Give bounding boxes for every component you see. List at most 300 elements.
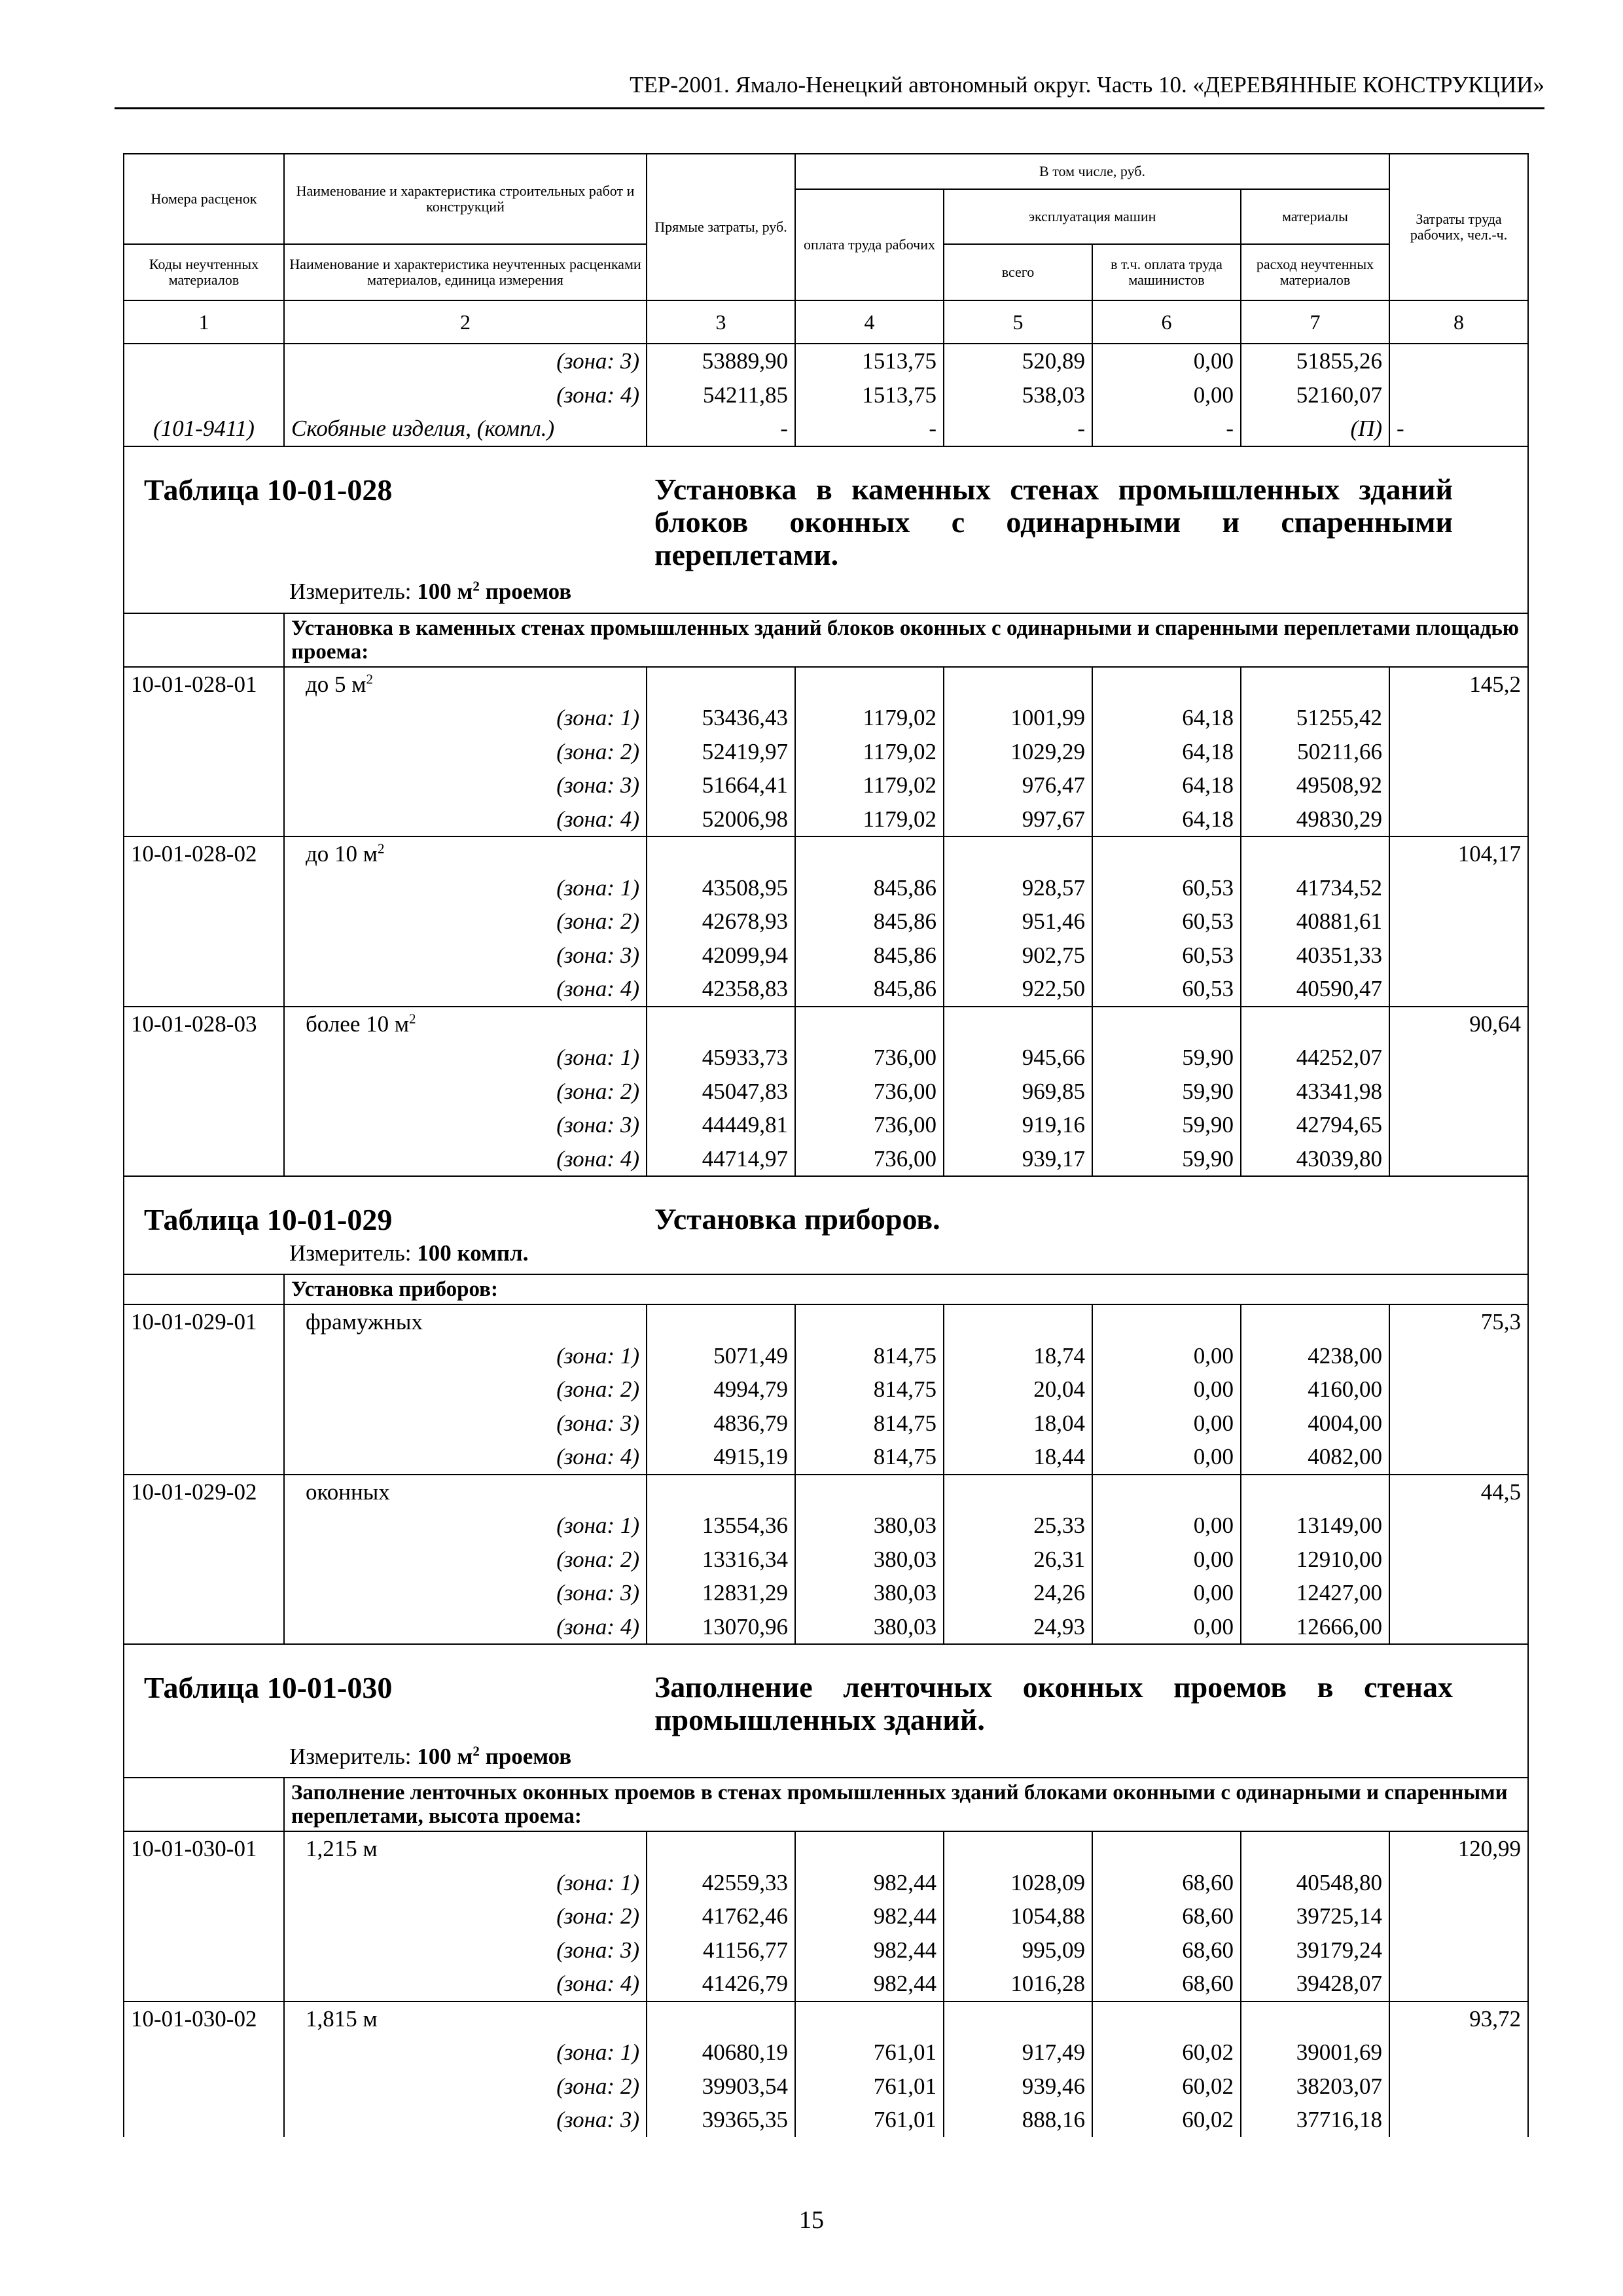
code-cell: [124, 1610, 284, 1645]
column-number: 3: [647, 300, 795, 344]
value-cell: [1241, 2001, 1389, 2036]
value-cell: [944, 1475, 1092, 1509]
labor-cell: [1389, 1075, 1528, 1109]
code-cell: [124, 972, 284, 1007]
value-cell: [647, 1475, 795, 1509]
zone-label: (зона: 4): [284, 1440, 647, 1475]
value-cell: 4082,00: [1241, 1440, 1389, 1475]
labor-value: 104,17: [1389, 836, 1528, 871]
value-cell: 51855,26: [1241, 344, 1389, 378]
zone-row: [124, 344, 1528, 378]
value-cell: 40590,47: [1241, 972, 1389, 1007]
column-number: 5: [944, 300, 1092, 344]
zone-label: (зона: 3): [284, 939, 647, 973]
value-cell: 12427,00: [1241, 1576, 1389, 1610]
value-cell: [795, 1475, 944, 1509]
code-cell: [124, 701, 284, 735]
value-cell: 45047,83: [647, 1075, 795, 1109]
item-name: [284, 1475, 647, 1509]
item-header-row: [124, 1007, 1528, 1041]
value-cell: [647, 667, 795, 702]
value-cell: 60,53: [1092, 905, 1241, 939]
col3-header: Прямые затраты, руб.: [647, 154, 795, 300]
section-label: Таблица 10-01-029: [144, 1203, 393, 1236]
value-cell: 53889,90: [647, 344, 795, 378]
item-code: 10-01-028-02: [124, 836, 284, 871]
item-code: 10-01-030-01: [124, 1831, 284, 1866]
superscript: 2: [366, 670, 373, 687]
value-cell: 59,90: [1092, 1142, 1241, 1177]
zone-label: (зона: 3): [284, 1933, 647, 1967]
value-cell: 18,74: [944, 1339, 1092, 1373]
item-code: 10-01-029-02: [124, 1475, 284, 1509]
column-number: 8: [1389, 300, 1528, 344]
value-cell: 922,50: [944, 972, 1092, 1007]
value-cell: 1001,99: [944, 701, 1092, 735]
zone-label: (зона: 1): [284, 701, 647, 735]
column-number: 6: [1092, 300, 1241, 344]
value-cell: [1241, 836, 1389, 871]
code-cell: [124, 2036, 284, 2070]
value-cell: 44252,07: [1241, 1041, 1389, 1075]
value-cell: 68,60: [1092, 1967, 1241, 2001]
code-cell: [124, 1075, 284, 1109]
value-cell: 736,00: [795, 1108, 944, 1142]
zone-row: [124, 1899, 1528, 1933]
superscript: 2: [473, 578, 480, 594]
zone-label: (зона: 1): [284, 871, 647, 905]
value-cell: 814,75: [795, 1440, 944, 1475]
value-cell: [944, 1831, 1092, 1866]
value-cell: 380,03: [795, 1610, 944, 1645]
zone-row: [124, 802, 1528, 837]
value-cell: 845,86: [795, 939, 944, 973]
labor-cell: [1389, 344, 1528, 378]
code-cell: [124, 1339, 284, 1373]
labor-cell: [1389, 378, 1528, 412]
value-cell: 928,57: [944, 871, 1092, 905]
zone-row: [124, 1866, 1528, 1900]
labor-cell: [1389, 1866, 1528, 1900]
labor-cell: [1389, 1967, 1528, 2001]
item-code: 10-01-029-01: [124, 1304, 284, 1339]
zone-label: (зона: 4): [284, 1610, 647, 1645]
value-cell: 26,31: [944, 1543, 1092, 1577]
value-cell: 39179,24: [1241, 1933, 1389, 1967]
description-row: [124, 1778, 1528, 1831]
code-cell: [124, 1509, 284, 1543]
section-unit: [289, 1740, 571, 1774]
zone-row: [124, 939, 1528, 973]
item-header-row: [124, 667, 1528, 702]
value-cell: 951,46: [944, 905, 1092, 939]
unit-label: Измеритель:: [289, 579, 412, 604]
value-cell: 13316,34: [647, 1543, 795, 1577]
including-header: В том числе, руб.: [795, 154, 1389, 189]
item-name: [284, 1831, 647, 1866]
value-cell: -: [795, 412, 944, 446]
zone-label: (зона: 1): [284, 1866, 647, 1900]
code-cell: [124, 2103, 284, 2137]
zone-row: [124, 1108, 1528, 1142]
labor-cell: [1389, 2070, 1528, 2104]
col5-header: всего: [944, 244, 1092, 300]
section-header-row: [124, 1176, 1528, 1274]
section-title: Установка в каменных стенах промышленных зданий блоков оконных с одинарными и спаренными переплетами.: [654, 472, 1453, 571]
value-cell: 976,47: [944, 768, 1092, 802]
value-cell: [647, 1831, 795, 1866]
zone-label: (зона: 2): [284, 1899, 647, 1933]
value-cell: 520,89: [944, 344, 1092, 378]
material-row: [124, 412, 1528, 446]
section-description: Заполнение ленточных оконных проемов в стенах промышленных зданий блоками оконными с одинарными и спаренными переплетами, высота проема:: [284, 1778, 1528, 1831]
value-cell: 4994,79: [647, 1372, 795, 1407]
labor-value: 44,5: [1389, 1475, 1528, 1509]
value-cell: [1241, 1007, 1389, 1041]
col7-header: расход неучтенных материалов: [1241, 244, 1389, 300]
labor-cell: [1389, 1933, 1528, 1967]
zone-row: [124, 1576, 1528, 1610]
material-name: Скобяные изделия, (компл.): [284, 412, 647, 446]
labor-cell: [1389, 1407, 1528, 1441]
value-cell: 43039,80: [1241, 1142, 1389, 1177]
value-cell: 1179,02: [795, 802, 944, 837]
item-code: 10-01-030-02: [124, 2001, 284, 2036]
value-cell: [1241, 1304, 1389, 1339]
value-cell: 68,60: [1092, 1933, 1241, 1967]
unit-tail: проемов: [485, 1743, 572, 1769]
value-cell: 40680,19: [647, 2036, 795, 2070]
superscript: 2: [409, 1010, 416, 1026]
zone-row: [124, 1339, 1528, 1373]
value-cell: [944, 1007, 1092, 1041]
value-cell: 13554,36: [647, 1509, 795, 1543]
value-cell: -: [1092, 412, 1241, 446]
section-header-row: [124, 446, 1528, 613]
unit-tail: проемов: [485, 579, 572, 604]
value-cell: 43508,95: [647, 871, 795, 905]
value-cell: -: [647, 412, 795, 446]
page-number: 15: [799, 2206, 824, 2234]
value-cell: 41426,79: [647, 1967, 795, 2001]
value-cell: 12910,00: [1241, 1543, 1389, 1577]
value-cell: 12831,29: [647, 1576, 795, 1610]
value-cell: 60,02: [1092, 2070, 1241, 2104]
value-cell: [1241, 667, 1389, 702]
zone-row: [124, 1142, 1528, 1177]
section-unit: [289, 575, 571, 609]
zone-label: (зона: 3): [284, 344, 647, 378]
value-cell: 888,16: [944, 2103, 1092, 2137]
labor-cell: [1389, 1142, 1528, 1177]
value-cell: 42794,65: [1241, 1108, 1389, 1142]
labor-cell: [1389, 972, 1528, 1007]
code-cell: [124, 871, 284, 905]
value-cell: 945,66: [944, 1041, 1092, 1075]
section-title: Заполнение ленточных оконных проемов в стенах промышленных зданий.: [654, 1670, 1453, 1736]
value-cell: 845,86: [795, 871, 944, 905]
unit-label: Измеритель:: [289, 1240, 412, 1266]
code-cell: [124, 768, 284, 802]
value-cell: [1092, 1831, 1241, 1866]
item-name-text: до 10 м: [306, 841, 378, 867]
value-cell: 42358,83: [647, 972, 795, 1007]
zone-label: (зона: 4): [284, 1142, 647, 1177]
table-header: [124, 154, 1528, 344]
value-cell: 60,53: [1092, 939, 1241, 973]
item-name: [284, 836, 647, 871]
col1-bottom-header: Коды неучтенных материалов: [124, 244, 284, 300]
value-cell: 1054,88: [944, 1899, 1092, 1933]
unit-value: [417, 1744, 571, 1769]
value-cell: 4160,00: [1241, 1372, 1389, 1407]
value-cell: 917,49: [944, 2036, 1092, 2070]
value-cell: [1092, 667, 1241, 702]
value-cell: 761,01: [795, 2070, 944, 2104]
value-cell: 40881,61: [1241, 905, 1389, 939]
value-cell: 59,90: [1092, 1108, 1241, 1142]
zone-label: (зона: 2): [284, 1075, 647, 1109]
description-row: [124, 1274, 1528, 1304]
value-cell: 42559,33: [647, 1866, 795, 1900]
labor-cell: [1389, 735, 1528, 769]
value-cell: 1179,02: [795, 768, 944, 802]
value-cell: 45933,73: [647, 1041, 795, 1075]
item-name: [284, 1007, 647, 1041]
value-cell: 41734,52: [1241, 871, 1389, 905]
value-cell: 37716,18: [1241, 2103, 1389, 2137]
value-cell: [647, 2001, 795, 2036]
zone-label: (зона: 1): [284, 2036, 647, 2070]
value-cell: 939,46: [944, 2070, 1092, 2104]
value-cell: 0,00: [1092, 344, 1241, 378]
value-cell: 0,00: [1092, 1509, 1241, 1543]
value-cell: 0,00: [1092, 1610, 1241, 1645]
value-cell: 12666,00: [1241, 1610, 1389, 1645]
labor-cell: [1389, 1108, 1528, 1142]
value-cell: 44449,81: [647, 1108, 795, 1142]
code-cell: [124, 1274, 284, 1304]
value-cell: 0,00: [1092, 1372, 1241, 1407]
code-cell: [124, 1440, 284, 1475]
item-name: [284, 667, 647, 702]
labor-value: 75,3: [1389, 1304, 1528, 1339]
code-cell: [124, 1866, 284, 1900]
value-cell: 64,18: [1092, 701, 1241, 735]
labor-cell: [1389, 1543, 1528, 1577]
value-cell: 919,16: [944, 1108, 1092, 1142]
value-cell: 5071,49: [647, 1339, 795, 1373]
value-cell: 52419,97: [647, 735, 795, 769]
zone-row: [124, 1407, 1528, 1441]
value-cell: 761,01: [795, 2103, 944, 2137]
section-header: [124, 1644, 1528, 1778]
code-cell: [124, 1543, 284, 1577]
zone-row: [124, 1610, 1528, 1645]
labor-cell: -: [1389, 412, 1528, 446]
section-title: Установка приборов.: [654, 1202, 940, 1236]
zone-row: [124, 378, 1528, 412]
zone-label: (зона: 4): [284, 802, 647, 837]
value-cell: 4915,19: [647, 1440, 795, 1475]
value-cell: 40351,33: [1241, 939, 1389, 973]
value-cell: (П): [1241, 412, 1389, 446]
value-cell: 64,18: [1092, 768, 1241, 802]
code-cell: [124, 1142, 284, 1177]
value-cell: 64,18: [1092, 802, 1241, 837]
value-cell: 736,00: [795, 1075, 944, 1109]
value-cell: 38203,07: [1241, 2070, 1389, 2104]
zone-label: (зона: 3): [284, 1108, 647, 1142]
value-cell: 18,04: [944, 1407, 1092, 1441]
value-cell: 939,17: [944, 1142, 1092, 1177]
value-cell: 13149,00: [1241, 1509, 1389, 1543]
zone-row: [124, 701, 1528, 735]
zone-row: [124, 1075, 1528, 1109]
value-cell: 41156,77: [647, 1933, 795, 1967]
table-body: [124, 344, 1528, 2137]
labor-cell: [1389, 1041, 1528, 1075]
item-header-row: [124, 1475, 1528, 1509]
unit-value-text: 100 компл.: [417, 1240, 529, 1266]
labor-cell: [1389, 1339, 1528, 1373]
value-cell: 4836,79: [647, 1407, 795, 1441]
value-cell: 53436,43: [647, 701, 795, 735]
value-cell: 49830,29: [1241, 802, 1389, 837]
value-cell: [1241, 1475, 1389, 1509]
item-header-row: [124, 1304, 1528, 1339]
materials-header: материалы: [1241, 189, 1389, 244]
code-cell: [124, 1108, 284, 1142]
section-description: Установка в каменных стенах промышленных зданий блоков оконных с одинарными и спаренными переплетами площадью проема:: [284, 613, 1528, 667]
value-cell: 845,86: [795, 905, 944, 939]
zone-label: (зона: 4): [284, 972, 647, 1007]
labor-cell: [1389, 905, 1528, 939]
value-cell: 60,02: [1092, 2036, 1241, 2070]
labor-value: 90,64: [1389, 1007, 1528, 1041]
col2-bottom-header: Наименование и характеристика неучтенных расценками материалов, единица измерения: [284, 244, 647, 300]
value-cell: 59,90: [1092, 1041, 1241, 1075]
labor-cell: [1389, 871, 1528, 905]
section-label: Таблица 10-01-028: [144, 473, 393, 507]
code-cell: [124, 344, 284, 378]
value-cell: 39001,69: [1241, 2036, 1389, 2070]
value-cell: 814,75: [795, 1407, 944, 1441]
value-cell: 380,03: [795, 1543, 944, 1577]
value-cell: [944, 1304, 1092, 1339]
code-cell: [124, 1778, 284, 1831]
labor-cell: [1389, 1576, 1528, 1610]
value-cell: [944, 667, 1092, 702]
zone-label: (зона: 2): [284, 1372, 647, 1407]
zone-label: (зона: 1): [284, 1509, 647, 1543]
code-cell: [124, 905, 284, 939]
value-cell: [944, 2001, 1092, 2036]
zone-label: (зона: 1): [284, 1041, 647, 1075]
value-cell: [1092, 1475, 1241, 1509]
code-cell: [124, 1967, 284, 2001]
value-cell: 25,33: [944, 1509, 1092, 1543]
item-code: 10-01-028-01: [124, 667, 284, 702]
value-cell: 68,60: [1092, 1899, 1241, 1933]
page-header-text: ТЕР-2001. Ямало-Ненецкий автономный округ. Часть 10. «ДЕРЕВЯННЫЕ КОНСТРУКЦИИ»: [630, 72, 1544, 98]
item-header-row: [124, 1831, 1528, 1866]
value-cell: 52006,98: [647, 802, 795, 837]
value-cell: 0,00: [1092, 378, 1241, 412]
value-cell: [795, 1304, 944, 1339]
column-number: 1: [124, 300, 284, 344]
col8-header: Затраты труда рабочих, чел.-ч.: [1389, 154, 1528, 300]
value-cell: 1179,02: [795, 735, 944, 769]
value-cell: 1179,02: [795, 701, 944, 735]
section-header: [124, 446, 1528, 613]
value-cell: 1028,09: [944, 1866, 1092, 1900]
column-numbers-row: [124, 300, 1528, 344]
col2-top-header: Наименование и характеристика строительных работ и конструкций: [284, 154, 647, 244]
value-cell: 41762,46: [647, 1899, 795, 1933]
col1-top-header: Номера расценок: [124, 154, 284, 244]
unit-value-text: 100 м: [417, 1743, 473, 1769]
zone-label: (зона: 4): [284, 378, 647, 412]
code-cell: [124, 1041, 284, 1075]
value-cell: 4238,00: [1241, 1339, 1389, 1373]
item-name: [284, 1304, 647, 1339]
price-table: [123, 153, 1529, 2137]
section-header-row: [124, 1644, 1528, 1778]
zone-label: (зона: 3): [284, 2103, 647, 2137]
zone-row: [124, 972, 1528, 1007]
zone-label: (зона: 3): [284, 1576, 647, 1610]
value-cell: 538,03: [944, 378, 1092, 412]
code-cell: [124, 1576, 284, 1610]
value-cell: 40548,80: [1241, 1866, 1389, 1900]
value-cell: [647, 1304, 795, 1339]
zone-label: (зона: 4): [284, 1967, 647, 2001]
labor-value: 120,99: [1389, 1831, 1528, 1866]
labor-cell: [1389, 2103, 1528, 2137]
zone-row: [124, 1543, 1528, 1577]
zone-row: [124, 735, 1528, 769]
value-cell: 814,75: [795, 1372, 944, 1407]
item-name-text: более 10 м: [306, 1011, 410, 1037]
value-cell: [1092, 1304, 1241, 1339]
labor-cell: [1389, 939, 1528, 973]
item-name-text: фрамужных: [306, 1309, 423, 1335]
labor-cell: [1389, 1372, 1528, 1407]
value-cell: 0,00: [1092, 1543, 1241, 1577]
value-cell: 814,75: [795, 1339, 944, 1373]
code-cell: [124, 2070, 284, 2104]
value-cell: [1092, 836, 1241, 871]
value-cell: 39428,07: [1241, 1967, 1389, 2001]
col6-header: в т.ч. оплата труда машинистов: [1092, 244, 1241, 300]
value-cell: 39725,14: [1241, 1899, 1389, 1933]
labor-cell: [1389, 1440, 1528, 1475]
value-cell: [795, 2001, 944, 2036]
value-cell: 60,02: [1092, 2103, 1241, 2137]
code-cell: [124, 1407, 284, 1441]
section-label: Таблица 10-01-030: [144, 1671, 393, 1704]
value-cell: [647, 1007, 795, 1041]
labor-cell: [1389, 701, 1528, 735]
code-cell: [124, 1933, 284, 1967]
column-number: 4: [795, 300, 944, 344]
labor-cell: [1389, 2036, 1528, 2070]
value-cell: [944, 836, 1092, 871]
item-header-row: [124, 2001, 1528, 2036]
value-cell: [647, 836, 795, 871]
value-cell: 54211,85: [647, 378, 795, 412]
